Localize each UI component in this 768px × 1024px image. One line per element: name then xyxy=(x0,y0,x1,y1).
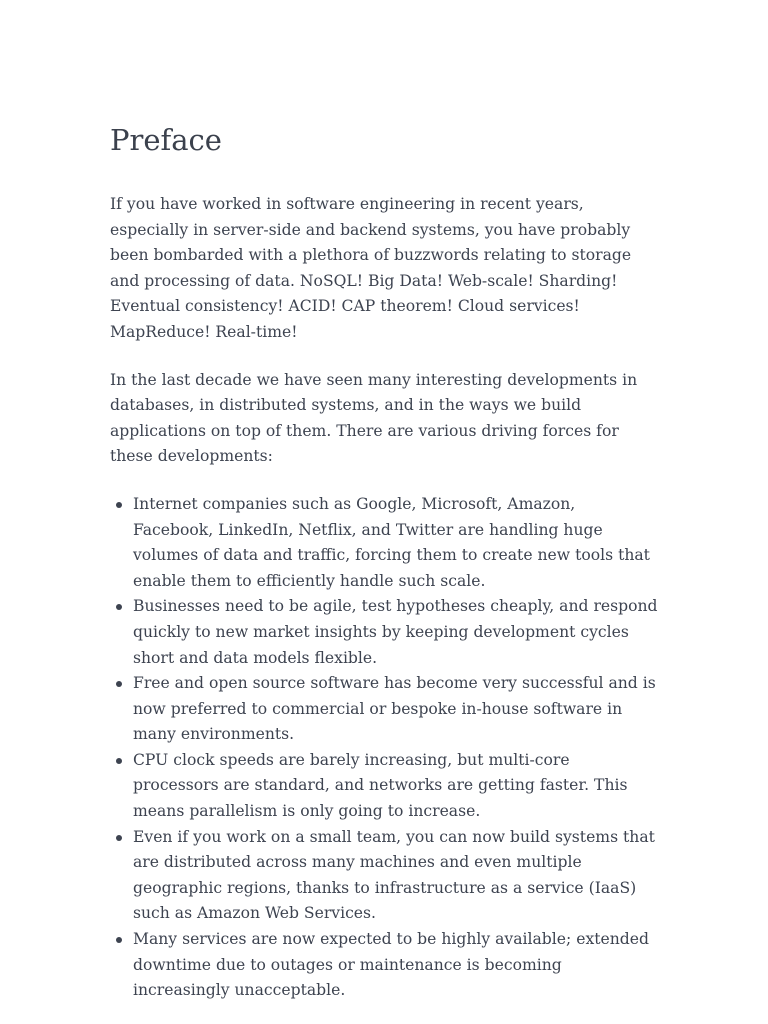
bullet-icon xyxy=(116,502,122,508)
bullet-icon xyxy=(116,758,122,764)
list-item xyxy=(110,492,658,594)
list-item-text: CPU clock speeds are barely increasing, but multi-core processors are standard, and networks are getting faster. This means parallelism is only going to increase. xyxy=(133,750,628,821)
bullet-icon xyxy=(116,604,122,610)
list-item xyxy=(110,671,658,748)
list-item-text: Internet companies such as Google, Microsoft, Amazon, Facebook, LinkedIn, Netflix, and Twitter are handling huge volumes of data and traffic, forcing them to create new tools that enable them to efficiently handle such scale. xyxy=(133,494,650,590)
paragraph-intro: If you have worked in software engineering in recent years, especially in server-side and backend systems, you have probably been bombarded with a plethora of buzzwords relating to storage and processing of data. NoSQL! Big Data! Web-scale! Sharding! Eventual consistency! ACID! CAP theorem! Cloud services! MapReduce! Real-time! xyxy=(110,195,632,341)
driving-forces-list xyxy=(110,492,658,1004)
list-item-text: Even if you work on a small team, you can now build systems that are distributed across many machines and even multiple geographic regions, thanks to infrastructure as a service (IaaS) such as Amazon Web Services. xyxy=(133,827,655,923)
list-item xyxy=(110,825,658,927)
bullet-icon xyxy=(116,937,122,943)
list-item xyxy=(110,594,658,671)
page-title: Preface xyxy=(110,123,222,157)
list-item-text: Businesses need to be agile, test hypotheses cheaply, and respond quickly to new market insights by keeping development cycles short and data models flexible. xyxy=(133,597,658,667)
bullet-icon xyxy=(116,835,122,841)
paragraph-developments: In the last decade we have seen many interesting developments in databases, in distributed systems, and in the ways we build applications on top of them. There are various driving forces for these developments: xyxy=(110,370,638,466)
list-item-text: Free and open source software has become very successful and is now preferred to commercial or bespoke in-house software in many environments. xyxy=(133,674,656,744)
list-item-text: Many services are now expected to be highly available; extended downtime due to outages or maintenance is becoming increasingly unacceptable. xyxy=(133,930,649,1000)
list-item xyxy=(110,748,658,825)
bullet-icon xyxy=(116,681,122,687)
document-page xyxy=(110,118,658,1004)
list-item xyxy=(110,927,658,1004)
